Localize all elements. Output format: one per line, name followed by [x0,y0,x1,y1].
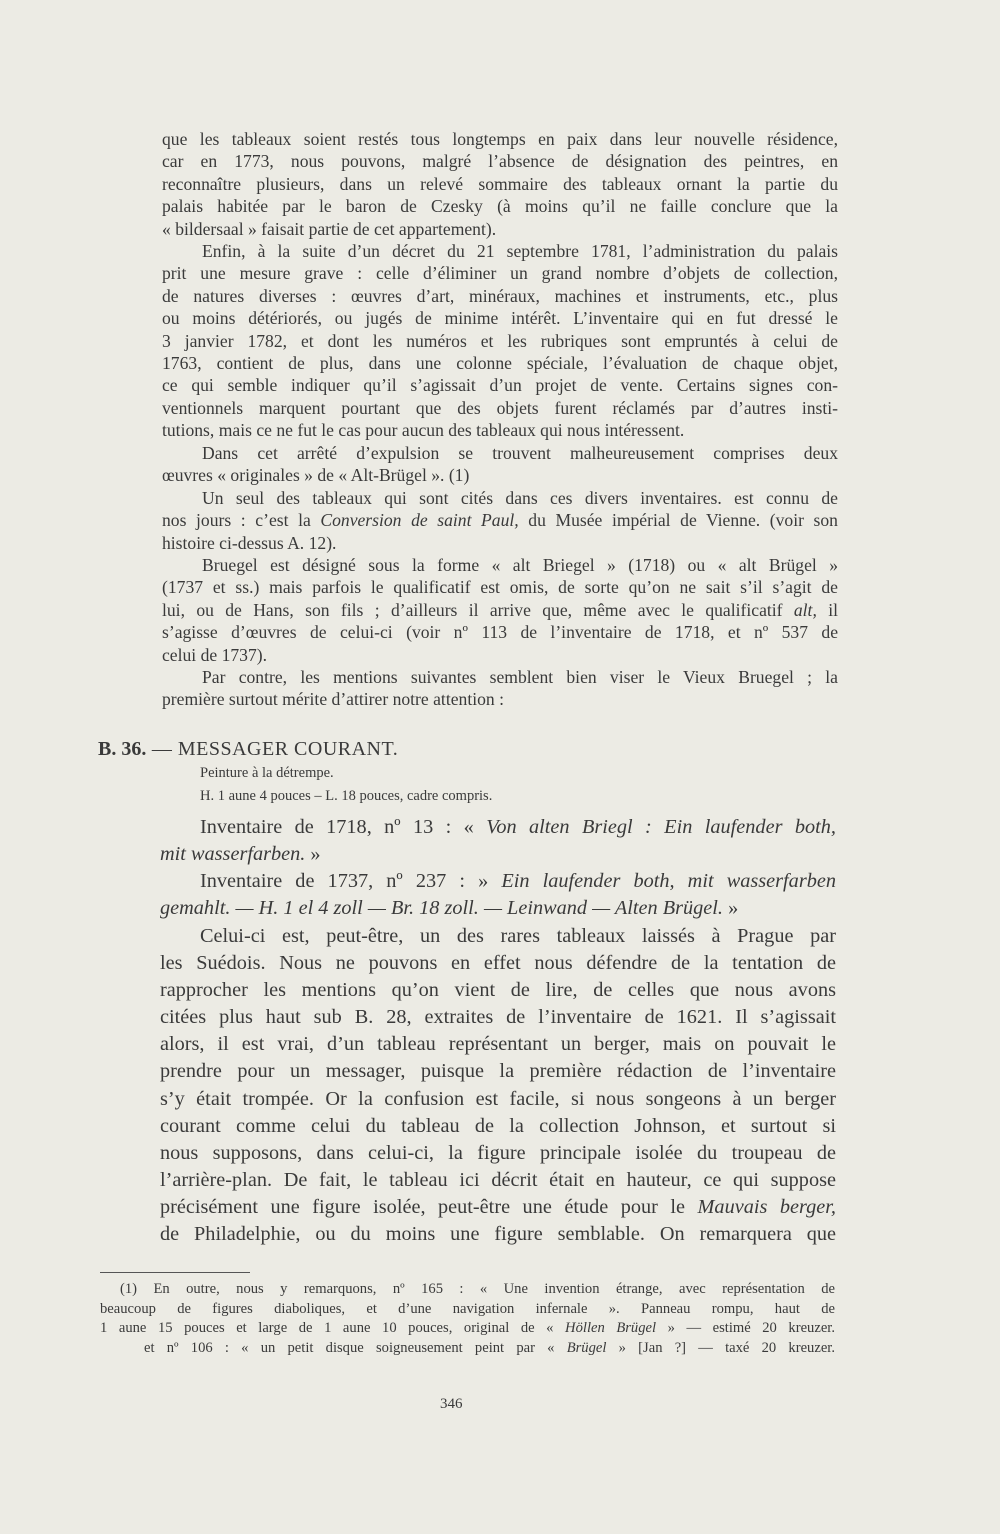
inventory-1718 [160,814,836,868]
text-line: beaucoup de figures diaboliques, et d’une navigation infernale ». Panneau rompu, haut de [100,1300,835,1317]
page-number: 346 [440,1396,463,1412]
text-line: rapprocher les mentions qu’on vient de lire, de celles que nous avons [160,979,836,1002]
text-line: Par contre, les mentions suivantes semblent bien viser le Vieux Bruegel ; la [202,667,838,687]
text-line: Bruegel est désigné sous la forme « alt Briegel » (1718) ou « alt Brügel » [202,555,838,575]
text-line: 1763, contient de plus, dans une colonne spéciale, l’évaluation de chaque objet, [162,353,838,374]
text-line: Celui-ci est, peut-être, un des rares tableaux laissés à Prague par [200,925,836,947]
inventory-1737 [160,868,836,922]
paragraph-2 [162,240,838,442]
text-line: palais habitée par le baron de Czesky (à moins qu’il ne faille conclure que la [162,196,838,217]
text-line: mit wasserfarben. » [160,843,321,866]
text-line: citées plus haut sub B. 28, extraites de l’inventaire de 1621. Il s’agissait [160,1006,836,1029]
body-paragraph [160,923,836,1248]
text-line: nous supposons, dans celui-ci, la figure principale isolée du troupeau de [160,1141,836,1164]
text-line: (1) En outre, nous y remarquons, nº 165 : « Une invention étrange, avec représentation de [120,1281,835,1297]
text-line: Inventaire de 1737, nº 237 : » Ein laufender both, mit wasserfarben [200,870,836,892]
footnote [100,1280,835,1358]
text-line: celui de 1737). [162,644,268,665]
text-line: s’agisse d’œuvres de celui-ci (voir nº 113 de l’inventaire de 1718, et nº 537 de [162,622,838,643]
text-line: Enfin, à la suite d’un décret du 21 septembre 1781, l’administration du palais [202,241,838,261]
paragraph-1 [162,128,838,240]
text-line: lui, ou de Hans, son fils ; d’ailleurs il arrive que, même avec le qualificatif alt, il [162,599,838,620]
text-line: ou moins détériorés, ou jugés de minime intérêt. L’inventaire qui en fut dressé le [162,308,838,329]
text-line: histoire ci-dessus A. 12). [162,532,337,553]
text-line: première surtout mérite d’attirer notre attention : [162,689,504,710]
text-line: nos jours : c’est la Conversion de saint Paul, du Musée impérial de Vienne. (voir son [162,510,838,531]
paragraph-4 [162,487,838,554]
text-line: courant comme celui du tableau de la collection Johnson, et surtout si [160,1114,836,1137]
text-line: reconnaître plusieurs, dans un relevé sommaire des tableaux ornant la partie du [162,173,838,194]
text-line: gemahlt. — H. 1 el 4 zoll — Br. 18 zoll. — Leinwand — Alten Brügel. » [160,897,739,920]
text-line: Inventaire de 1718, nº 13 : « Von alten Briegl : Ein laufender both, [200,816,836,838]
text-line: alors, il est vrai, d’un tableau représentant un berger, mais on pouvait le [160,1033,836,1056]
text-line: 1 aune 15 pouces et large de 1 aune 10 pouces, original de « Höllen Brügel » — estimé 20 kreuzer. [100,1320,835,1337]
footnote-rule [100,1272,250,1273]
text-line: prit une mesure grave : celle d’éliminer un grand nombre d’objets de collection, [162,263,838,284]
text-line: 3 janvier 1782, et dont les numéros et les rubriques sont empruntés à celui de [162,330,838,351]
text-line: l’arrière-plan. De fait, le tableau ici décrit était en hauteur, ce qui suppose [160,1168,836,1191]
text-line: prendre pour un messager, puisque la première rédaction de l’inventaire [160,1060,836,1083]
text-line: et nº 106 : « un petit disque soigneusement peint par « Brügel » [Jan ?] — taxé 20 kreuzer. [144,1339,835,1356]
text-line: car en 1773, nous pouvons, malgré l’absence de désignation des peintres, en [162,151,838,172]
text-line: Un seul des tableaux qui sont cités dans ces divers inventaires. est connu de [202,488,838,508]
text-line: (1737 et ss.) mais parfois le qualificatif est omis, de sorte qu’on ne sait s’il s’agit de [162,577,838,598]
text-line: ce qui semble indiquer qu’il s’agissait d’un projet de vente. Certains signes con- [162,375,838,396]
paragraph-3 [162,442,838,487]
text-line: précisément une figure isolée, peut-être une étude pour le Mauvais berger, [160,1195,837,1218]
text-line: les Suédois. Nous ne pouvons en effet nous défendre de la tentation de [160,952,836,975]
entry-heading [98,738,398,761]
text-line: « bildersaal » faisait partie de cet appartement). [162,218,497,239]
text-line: Dans cet arrêté d’expulsion se trouvent malheureusement comprises deux [202,443,838,463]
entry-dimensions: H. 1 aune 4 pouces – L. 18 pouces, cadre compris. [200,788,493,804]
text-line: de natures diverses : œuvres d’art, minéraux, machines et instruments, etc., plus [162,285,838,306]
entry-medium: Peinture à la détrempe. [200,765,334,781]
text-line: que les tableaux soient restés tous longtemps en paix dans leur nouvelle résidence, [162,129,838,149]
text-line: tutions, mais ce ne fut le cas pour aucun des tableaux qui nous intéressent. [162,420,685,441]
entry-number: B. 36. [98,738,147,760]
text-line: s’y était trompée. Or la confusion est facile, si nous songeons à un berger [160,1087,836,1110]
text-line: de Philadelphie, ou du moins une figure semblable. On remarquera que [160,1223,836,1246]
text-line: ventionnels marquent pourtant que des objets furent réclamés par d’autres insti- [162,397,838,418]
text-line: œuvres « originales » de « Alt-Brügel ». (1) [162,465,470,486]
paragraph-5 [162,554,838,666]
paragraph-6 [162,666,838,711]
entry-title: — MESSAGER COURANT. [146,738,399,760]
